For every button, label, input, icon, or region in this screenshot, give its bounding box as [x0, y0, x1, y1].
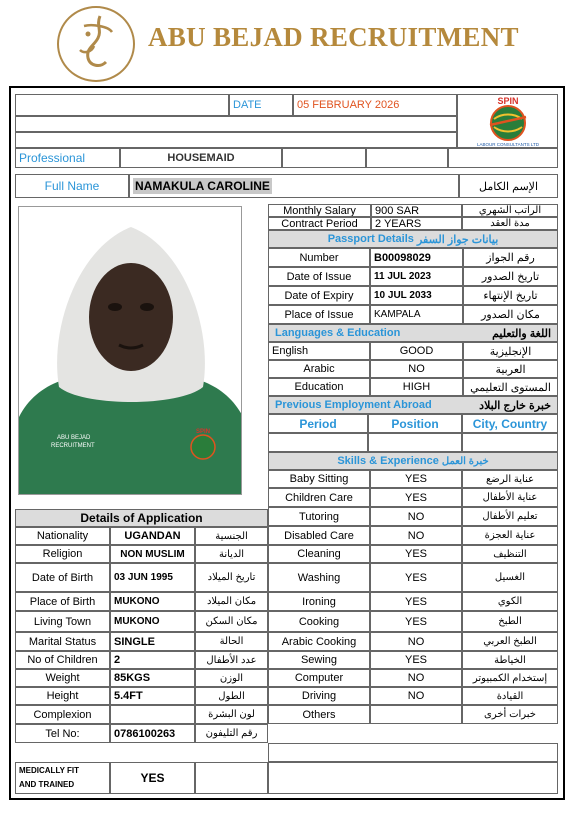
spin-badge-text: SPIN — [496, 96, 519, 106]
monthly-salary-label-ar: الراتب الشهري — [462, 204, 558, 217]
skill-label-ar: خبرات أخرى — [462, 705, 558, 724]
employment-title: Previous Employment Abroad — [275, 399, 432, 411]
skill-value: NO — [370, 687, 462, 705]
full-name-label-ar: الإسم الكامل — [459, 174, 558, 198]
skill-label-ar: الغسيل — [462, 563, 558, 592]
arabic-value: NO — [370, 360, 463, 378]
profession-label: Professional — [15, 148, 120, 168]
contract-period-label-ar: مدة العقد — [462, 217, 558, 230]
english-value: GOOD — [370, 342, 463, 360]
monthly-salary-value: 900 SAR — [371, 204, 462, 217]
skill-label-ar: التنظيف — [462, 545, 558, 563]
application-label: No of Children — [15, 651, 110, 669]
blank-cell — [366, 148, 448, 168]
date-label: DATE — [229, 94, 293, 116]
application-value: 03 JUN 1995 — [110, 563, 195, 592]
education-ar: المستوى التعليمي — [463, 378, 558, 396]
profession-value: HOUSEMAID — [120, 148, 282, 168]
employment-row-position — [368, 433, 462, 452]
application-label-ar: الطول — [195, 687, 268, 705]
skill-label: Disabled Care — [268, 526, 370, 545]
passport-number-label: Number — [268, 248, 370, 267]
employment-col-period: Period — [268, 414, 368, 433]
application-label-ar: الحالة — [195, 632, 268, 651]
employment-row-country — [462, 433, 558, 452]
application-label-ar: رقم التليفون — [195, 724, 268, 743]
education-label: Education — [268, 378, 370, 396]
application-value: 2 — [110, 651, 195, 669]
employment-header — [268, 396, 558, 414]
application-label-ar: الوزن — [195, 669, 268, 687]
employment-col-position: Position — [368, 414, 462, 433]
skill-label: Cooking — [268, 611, 370, 632]
date-of-expiry-value: 10 JUL 2033 — [370, 286, 463, 305]
skill-label-ar: الخياطة — [462, 651, 558, 669]
skill-label-ar: الكوي — [462, 592, 558, 611]
passport-details-header — [268, 230, 558, 248]
skill-value: NO — [370, 632, 462, 651]
passport-number-ar: رقم الجواز — [463, 248, 558, 267]
skill-label-ar: تعليم الأطفال — [462, 507, 558, 526]
skill-label: Driving — [268, 687, 370, 705]
skill-label: Sewing — [268, 651, 370, 669]
skill-label-ar: الطبخ — [462, 611, 558, 632]
employment-col-country: City, Country — [462, 414, 558, 433]
application-value: MUKONO — [110, 611, 195, 632]
application-label-ar: لون البشرة — [195, 705, 268, 724]
languages-header — [268, 324, 558, 342]
application-label: Tel No: — [15, 724, 110, 743]
passport-title-ar: بيانات جواز السفر — [416, 233, 499, 246]
monthly-salary-label: Monthly Salary — [268, 204, 371, 217]
company-logo-icon — [66, 12, 126, 74]
application-label-ar: عدد الأطفال — [195, 651, 268, 669]
candidate-photo — [18, 206, 242, 495]
skill-label: Computer — [268, 669, 370, 687]
uniform-text-2: RECRUITMENT — [51, 443, 95, 449]
skill-value: NO — [370, 507, 462, 526]
candidate-photo-illustration — [19, 207, 242, 495]
skill-label-ar: الطبخ العربي — [462, 632, 558, 651]
english-label: English — [268, 342, 370, 360]
place-of-issue-value: KAMPALA — [370, 305, 463, 324]
medical-label-line2: AND TRAINED — [19, 780, 75, 789]
skill-value: NO — [370, 669, 462, 687]
skill-label-ar: عناية الرضع — [462, 470, 558, 488]
application-value: SINGLE — [110, 632, 195, 651]
application-label: Place of Birth — [15, 592, 110, 611]
skills-title: Skills & Experience — [337, 455, 439, 467]
blank-cell — [282, 148, 366, 168]
place-of-issue-ar: مكان الصدور — [463, 305, 558, 324]
application-value: MUKONO — [110, 592, 195, 611]
application-value: NON MUSLIM — [110, 545, 195, 563]
skill-value: YES — [370, 470, 462, 488]
blank-cell — [268, 762, 558, 794]
application-label: Complexion — [15, 705, 110, 724]
passport-title: Passport Details — [327, 233, 414, 245]
skill-value: YES — [370, 545, 462, 563]
skill-label-ar: القيادة — [462, 687, 558, 705]
skill-value: YES — [370, 563, 462, 592]
medical-label-line1: MEDICALLY FIT — [19, 766, 80, 775]
uniform-text-1: ABU BEJAD — [57, 435, 91, 441]
place-of-issue-label: Place of Issue — [268, 305, 370, 324]
languages-title-ar: اللغة والتعليم — [492, 327, 551, 340]
spin-logo-icon — [468, 95, 548, 147]
application-label: Religion — [15, 545, 110, 563]
skill-value: NO — [370, 526, 462, 545]
skill-label-ar: عناية الأطفال — [462, 488, 558, 507]
skill-label-ar: عناية العجزة — [462, 526, 558, 545]
skill-label: Arabic Cooking — [268, 632, 370, 651]
skill-value: YES — [370, 592, 462, 611]
medical-label — [15, 762, 110, 794]
skill-value: YES — [370, 488, 462, 507]
date-of-issue-value: 11 JUL 2023 — [370, 267, 463, 286]
skill-label: Washing — [268, 563, 370, 592]
full-name-label: Full Name — [15, 174, 129, 198]
application-value — [110, 705, 195, 724]
skill-label: Baby Sitting — [268, 470, 370, 488]
skill-label: Cleaning — [268, 545, 370, 563]
medical-value: YES — [110, 762, 195, 794]
application-label: Height — [15, 687, 110, 705]
skill-label: Tutoring — [268, 507, 370, 526]
blank-cell — [195, 762, 268, 794]
application-label: Weight — [15, 669, 110, 687]
arabic-ar: العربية — [463, 360, 558, 378]
application-label-ar: الديانة — [195, 545, 268, 563]
blank-cell — [448, 148, 558, 168]
date-value: 05 FEBRUARY 2026 — [293, 94, 457, 116]
date-of-expiry-ar: تاريخ الإنتهاء — [463, 286, 558, 305]
skill-value — [370, 705, 462, 724]
languages-title: Languages & Education — [275, 327, 401, 339]
application-label-ar: الجنسية — [195, 527, 268, 545]
employment-row-period — [268, 433, 368, 452]
application-label-ar: تاريخ الميلاد — [195, 563, 268, 592]
english-ar: الإنجليزية — [463, 342, 558, 360]
date-of-expiry-label: Date of Expiry — [268, 286, 370, 305]
date-of-issue-label: Date of Issue — [268, 267, 370, 286]
skill-label: Children Care — [268, 488, 370, 507]
employment-title-ar: خبرة خارج البلاد — [479, 399, 551, 412]
application-label: Date of Birth — [15, 563, 110, 592]
spin-badge-subtext: LABOUR CONSULTANTS LTD — [476, 142, 539, 147]
skills-title-ar: خبرة العمل — [441, 455, 489, 467]
skill-value: YES — [370, 611, 462, 632]
passport-number-value: B00098029 — [370, 248, 463, 267]
application-value: 5.4FT — [110, 687, 195, 705]
full-name-value: NAMAKULA CAROLINE — [135, 179, 270, 193]
blank-cell — [15, 132, 457, 148]
application-label-ar: مكان السكن — [195, 611, 268, 632]
blank-cell — [268, 743, 558, 762]
contract-period-value: 2 YEARS — [371, 217, 462, 230]
arabic-label: Arabic — [268, 360, 370, 378]
skill-value: YES — [370, 651, 462, 669]
application-label: Nationality — [15, 527, 110, 545]
date-of-issue-ar: تاريخ الصدور — [463, 267, 558, 286]
skill-label: Ironing — [268, 592, 370, 611]
application-value: UGANDAN — [110, 527, 195, 545]
application-header: Details of Application — [15, 509, 268, 527]
full-name-cell — [129, 174, 459, 198]
blank-cell — [15, 116, 457, 132]
application-label: Marital Status — [15, 632, 110, 651]
skill-label-ar: إستخدام الكمبيوتر — [462, 669, 558, 687]
uniform-badge: SPIN — [195, 429, 211, 435]
contract-period-label: Contract Period — [268, 217, 371, 230]
skill-label: Others — [268, 705, 370, 724]
spin-badge-cell — [457, 94, 558, 148]
skills-header — [268, 452, 558, 470]
application-label: Living Town — [15, 611, 110, 632]
blank-cell — [15, 94, 229, 116]
education-value: HIGH — [370, 378, 463, 396]
application-label-ar: مكان الميلاد — [195, 592, 268, 611]
application-value: 85KGS — [110, 669, 195, 687]
company-name: ABU BEJAD RECRUITMENT — [148, 22, 519, 52]
application-value: 0786100263 — [110, 724, 195, 743]
